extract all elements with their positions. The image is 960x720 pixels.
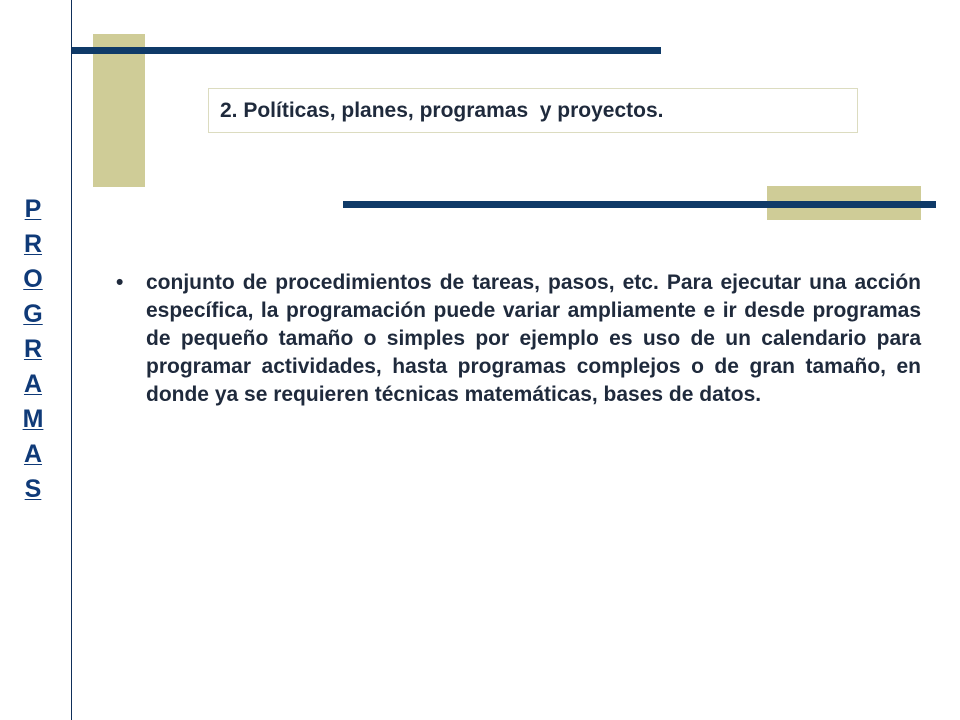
title-letter: G bbox=[23, 300, 43, 328]
title-letter: P bbox=[24, 195, 42, 223]
title-letter: M bbox=[22, 405, 44, 433]
title-letter: S bbox=[24, 475, 42, 503]
section-heading: 2. Políticas, planes, programas y proyectos. bbox=[220, 98, 664, 122]
title-letter: A bbox=[23, 370, 43, 398]
decorative-navy-bar-top bbox=[72, 47, 661, 54]
bullet-paragraph: conjunto de procedimientos de tareas, pasos, etc. Para ejecutar una acción específica, la programación puede variar ampliamente e ir desde programas de pequeño tamaño o simples por ejemplo es uso de un calendario para programar actividades, hasta programas complejos o de gran tamaño, en donde ya se requieren técnicas matemáticas, bases de datos. bbox=[146, 271, 921, 406]
title-letter: O bbox=[23, 265, 43, 293]
decorative-navy-bar-middle bbox=[343, 201, 936, 208]
title-letter: R bbox=[23, 230, 43, 258]
bullet-list-item bbox=[116, 269, 921, 409]
title-letter: R bbox=[23, 335, 43, 363]
bullet-icon: • bbox=[116, 271, 124, 294]
left-sidebar-panel bbox=[0, 0, 72, 720]
title-letter: A bbox=[23, 440, 43, 468]
decorative-tan-block-top bbox=[93, 34, 145, 187]
section-heading-box bbox=[208, 88, 858, 133]
vertical-section-title bbox=[0, 192, 72, 507]
